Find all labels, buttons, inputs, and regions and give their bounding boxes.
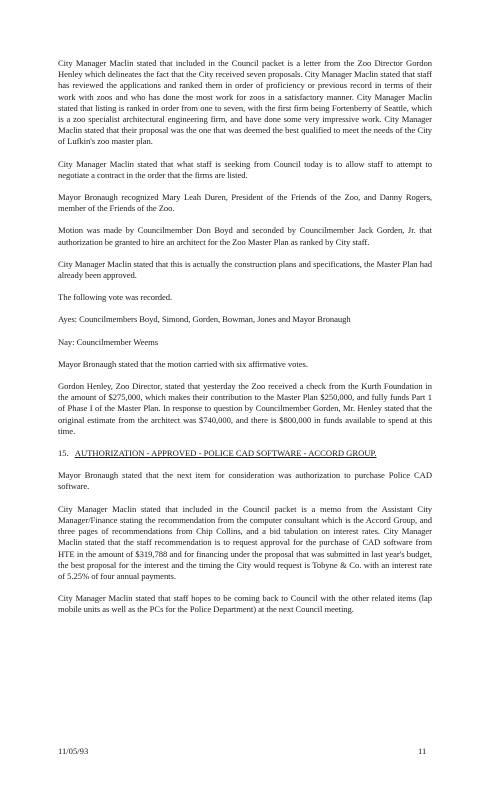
paragraph-staff-request: City Manager Maclin stated that what staff is seeking from Council today is to allow staff to attempt to negotiate a contract in the order that the firms are listed.: [58, 158, 432, 180]
paragraph-construction-plans: City Manager Maclin stated that this is actually the construction plans and specifications, the Master Plan had already been approved.: [58, 258, 432, 281]
section-number: 15.: [58, 448, 69, 459]
paragraph-motion-carried: Mayor Bronaugh stated that the motion carried with six affirmative votes.: [58, 358, 308, 369]
paragraph-zoo-proposals: City Manager Maclin stated that included in the Council packet is a letter from the Zoo Director Gordon Henley which delineates the fact that the City received seven proposals. City Manager Maclin stated that staff has reviewed the applications and ranked them in order of proficiency or previous record in terms of their work with zoos and who has done the most work for zoos in a satisfactory manner. City Manager Maclin stated that listing is ranked in order from one to seven, with the first firm being Fortenberry of Seattle, which is a zoo specialist architectural engineering firm, and have done some very impressive work. City Manager Maclin stated that their proposal was the one that was deemed the best qualified to meet the needs of the City of Lufkin's zoo master plan.: [58, 58, 432, 147]
paragraph-motion: Motion was made by Councilmember Don Boyd and seconded by Councilmember Jack Gorden, Jr. that authorization be granted to hire an architect for the Zoo Master Plan as ranked by City staff.: [58, 225, 432, 247]
section-heading: [58, 448, 432, 459]
paragraph-cad-followup: City Manager Maclin stated that staff hopes to be coming back to Council with the other related items (lap mobile units as well as the PCs for the Police Department) at the next Council meeting.: [58, 593, 432, 615]
paragraph-cad-recommendation: City Manager Maclin stated that included in the Council packet is a memo from the Assistant City Manager/Finance stating the recommendation from the computer consultant which is the Accord Group, and three pages of recommendations from Chip Collins, and a bid tabulation on interest rates. City Manager Maclin stated that the staff recommendation is to request approval for the purchase of CAD software from HTE in the amount of $319,788 and for financing under the proposal that was submitted in last year's budget, the best proposal for the interest and the timing the City would request is Tobyne & Co. with an interest rate of 5.25% of four annual payments.: [58, 503, 432, 581]
paragraph-recognition: Mayor Bronaugh recognized Mary Leah Duren, President of the Friends of the Zoo, and Danny Rogers, member of the Friends of the Zoo.: [58, 192, 432, 214]
section-title: AUTHORIZATION - APPROVED - POLICE CAD SOFTWARE - ACCORD GROUP.: [74, 448, 377, 459]
page-number: 11: [418, 746, 427, 756]
paragraph-nay: Nay: Councilmember Weems: [58, 336, 159, 347]
document-body: [58, 58, 432, 627]
paragraph-ayes: Ayes: Councilmembers Boyd, Simond, Gorden, Bowman, Jones and Mayor Bronaugh: [58, 314, 351, 325]
paragraph-zoo-funding: Gordon Henley, Zoo Director, stated that yesterday the Zoo received a check from the Kurth Foundation in the amount of $275,000, which makes their contribution to the Master Plan $250,000, and fully funds Part 1 of Phase I of the Master Plan. In response to question by Councilmember Gorden, Mr. Henley stated that the original estimate from the architect was $740,000, and there is $800,000 in funds available to spend at this time.: [58, 381, 432, 436]
footer-date: 11/05/93: [58, 746, 89, 756]
paragraph-cad-intro: Mayor Bronaugh stated that the next item for consideration was authorization to purchase Police CAD software.: [58, 470, 432, 492]
paragraph-vote-recorded: The following vote was recorded.: [58, 292, 173, 303]
